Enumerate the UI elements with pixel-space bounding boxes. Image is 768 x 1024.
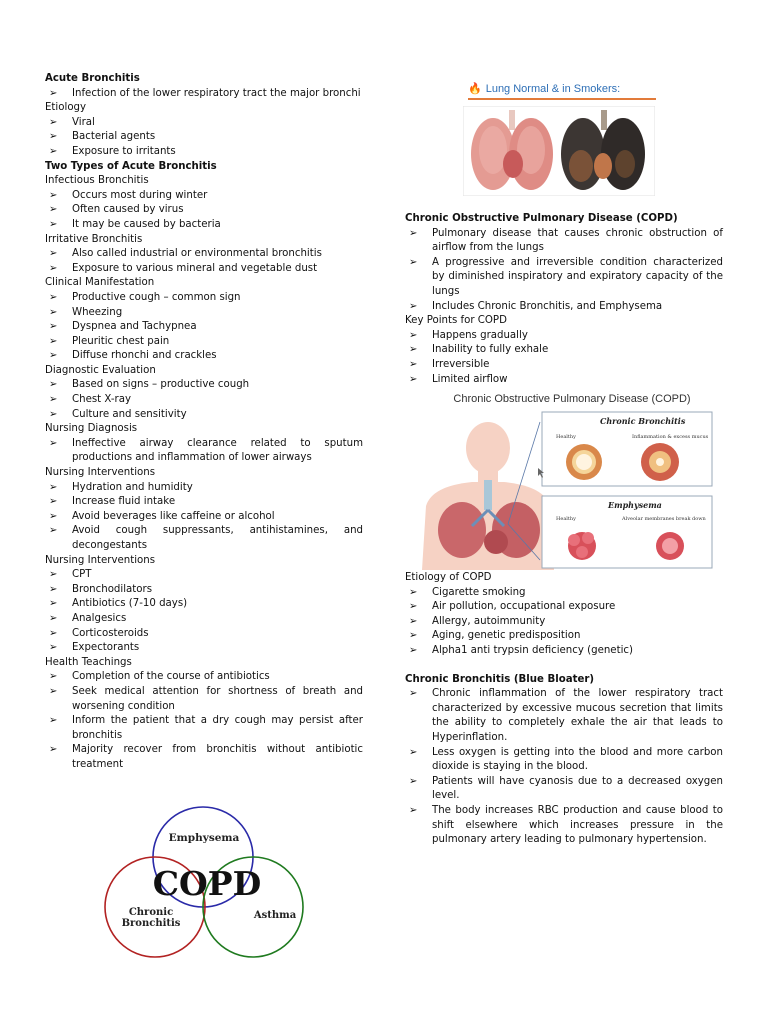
etiology-copd-list (405, 586, 723, 659)
copd-list (405, 227, 723, 315)
list-item: ➢ Based on signs – productive cough (45, 378, 363, 393)
list-item: ➢ Less oxygen is getting into the blood and more carbon dioxide is staying in the blood. (405, 746, 723, 775)
section-heading: Nursing Diagnosis (45, 423, 138, 435)
list-item: ➢ Antibiotics (7-10 days) (45, 597, 363, 612)
section-heading: Irritative Bronchitis (45, 233, 143, 245)
list-item: ➢ Pulmonary disease that causes chronic obstruction of airflow from the lungs (405, 227, 723, 256)
trachea-graphic (484, 480, 492, 510)
list-item: ➢ Irreversible (405, 358, 723, 373)
bullet-list (45, 87, 363, 102)
chronic-bronchitis-heading: Chronic Bronchitis (Blue Bloater) (405, 673, 595, 685)
list-item: ➢ Chest X-ray (45, 393, 363, 408)
em-panel-title: Emphysema (608, 500, 662, 510)
venn-label-bronchitis: Bronchitis (121, 918, 181, 929)
list-item: ➢ Often caused by virus (45, 203, 363, 218)
list-item: ➢ The body increases RBC production and cause blood to shift elsewhere which increases pressure in the pulmonary artery leading to pulmonary hypertension. (405, 804, 723, 848)
cb-inflamed-label: Inflammation & excess mucus (632, 434, 709, 440)
copd-venn-diagram (93, 805, 329, 960)
lung-figure-title: 🔥 Lung Normal & in Smokers: (468, 82, 656, 100)
list-item: ➢ Diffuse rhonchi and crackles (45, 349, 363, 364)
venn-label-chronic: Chronic (128, 907, 174, 918)
list-item: ➢ Infection of the lower respiratory tract the major bronchi (45, 87, 363, 102)
key-points-heading: Key Points for COPD (405, 315, 507, 327)
list-item: ➢ Exposure to various mineral and vegetable dust (45, 262, 363, 277)
smoker-lung-graphic (561, 110, 645, 190)
list-item: ➢ Aging, genetic predisposition (405, 629, 723, 644)
copd-illustration (412, 410, 718, 570)
section-heading: Clinical Manifestation (45, 277, 155, 289)
list-item: ➢ Inform the patient that a dry cough may persist after bronchitis (45, 714, 363, 743)
list-item: ➢ Bacterial agents (45, 130, 363, 145)
section-heading: Health Teachings (45, 656, 132, 668)
list-item: ➢ Increase fluid intake (45, 495, 363, 510)
section-heading: Etiology (45, 102, 87, 114)
list-item: ➢ Avoid beverages like caffeine or alcohol (45, 510, 363, 525)
list-item: ➢ Avoid cough suppressants, antihistamines, and decongestants (45, 524, 363, 553)
list-item: ➢ Wheezing (45, 306, 363, 321)
chronic-bronchitis-list (405, 687, 723, 848)
right-column-bottom (405, 571, 723, 848)
list-item: ➢ Corticosteroids (45, 627, 363, 642)
chronic-bronchitis-panel (542, 412, 712, 486)
list-item: ➢ Chronic inflammation of the lower respiratory tract characterized by excessive mucous secretion that limits the ability to completely exhale the air that leads to Hyperinflation. (405, 687, 723, 745)
list-item: ➢ Cigarette smoking (405, 586, 723, 601)
list-item: ➢ Limited airflow (405, 373, 723, 388)
section-heading: Nursing Interventions (45, 554, 156, 566)
section-heading: Two Types of Acute Bronchitis (45, 160, 217, 172)
etiology-copd-heading: Etiology of COPD (405, 572, 492, 583)
venn-label-asthma: Asthma (253, 910, 297, 921)
list-item: ➢ Inability to fully exhale (405, 343, 723, 358)
bullet-list (45, 116, 363, 160)
list-item: ➢ Analgesics (45, 612, 363, 627)
list-item: ➢ Dyspnea and Tachypnea (45, 320, 363, 335)
list-item: ➢ Hydration and humidity (45, 481, 363, 496)
cb-panel-title: Chronic Bronchitis (600, 416, 686, 426)
list-item: ➢ Seek medical attention for shortness of breath and worsening condition (45, 685, 363, 714)
em-healthy-label: Healthy (556, 516, 576, 522)
section-heading: Nursing Interventions (45, 467, 156, 479)
key-points-list (405, 329, 723, 387)
em-broken-label: Alveolar membranes break down (622, 516, 706, 522)
list-item: ➢ Allergy, autoimmunity (405, 615, 723, 630)
right-column-top (405, 212, 723, 387)
copd-figure-title: Chronic Obstructive Pulmonary Disease (COPD) (453, 393, 691, 405)
bullet-list (45, 481, 363, 554)
list-item: ➢ CPT (45, 568, 363, 583)
venn-label-emphysema: Emphysema (168, 832, 240, 844)
flame-icon: 🔥 (468, 83, 482, 95)
list-item: ➢ Completion of the course of antibiotics (45, 670, 363, 685)
list-item: ➢ Culture and sensitivity (45, 408, 363, 423)
list-item: ➢ Expectorants (45, 641, 363, 656)
list-item: ➢ Viral (45, 116, 363, 131)
bullet-list (45, 189, 363, 233)
lung-comparison-image (463, 106, 655, 196)
copd-heading: Chronic Obstructive Pulmonary Disease (COPD) (405, 213, 678, 224)
list-item: ➢ Occurs most during winter (45, 189, 363, 204)
list-item: ➢ A progressive and irreversible condition characterized by diminished inspiratory and expiratory capacity of the lungs (405, 256, 723, 300)
list-item: ➢ Patients will have cyanosis due to a decreased oxygen level. (405, 775, 723, 804)
list-item: ➢ Alpha1 anti trypsin deficiency (genetic) (405, 644, 723, 659)
section-heading: Infectious Bronchitis (45, 175, 149, 187)
list-item: ➢ Ineffective airway clearance related to sputum productions and inflammation of lower airways (45, 437, 363, 466)
list-item: ➢ Majority recover from bronchitis without antibiotic treatment (45, 743, 363, 772)
list-item: ➢ Pleuritic chest pain (45, 335, 363, 350)
cb-healthy-label: Healthy (556, 434, 576, 440)
bullet-list (45, 291, 363, 364)
left-column (45, 72, 363, 773)
list-item: ➢ Happens gradually (405, 329, 723, 344)
list-item: ➢ Productive cough – common sign (45, 291, 363, 306)
venn-center-label: COPD (152, 864, 262, 903)
section-heading: Diagnostic Evaluation (45, 364, 156, 376)
list-item: ➢ Air pollution, occupational exposure (405, 600, 723, 615)
emphysema-panel (542, 496, 712, 568)
bullet-list (45, 670, 363, 772)
section-heading: Acute Bronchitis (45, 73, 140, 84)
list-item: ➢ Also called industrial or environmental bronchitis (45, 247, 363, 262)
list-item: ➢ Exposure to irritants (45, 145, 363, 160)
list-item: ➢ It may be caused by bacteria (45, 218, 363, 233)
list-item: ➢ Includes Chronic Bronchitis, and Emphysema (405, 300, 723, 315)
bullet-list (45, 247, 363, 276)
bullet-list (45, 437, 363, 466)
bullet-list (45, 568, 363, 656)
list-item: ➢ Bronchodilators (45, 583, 363, 598)
bullet-list (45, 378, 363, 422)
